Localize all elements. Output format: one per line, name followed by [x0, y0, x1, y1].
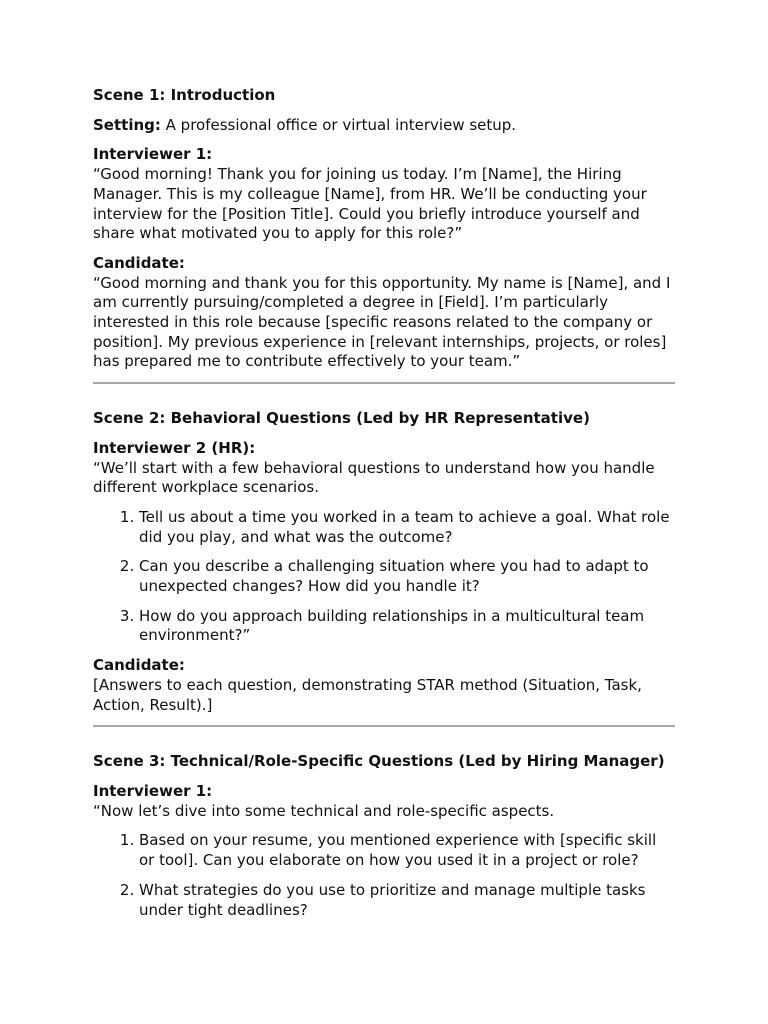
scene-1-title: Scene 1: Introduction: [93, 86, 276, 104]
scene-2-title: Scene 2: Behavioral Questions (Led by HR Representative): [93, 409, 590, 428]
list-item: 3. How do you approach building relationships in a multicultural team environment?”: [139, 607, 675, 646]
document-page: [93, 86, 675, 930]
list-item: 2. What strategies do you use to prioritize and manage multiple tasks under tight deadlines?: [139, 881, 675, 920]
scene-2-interviewer-block: [93, 439, 675, 498]
behavioral-questions-list: [93, 508, 675, 646]
scene-1-candidate-block: [93, 254, 675, 372]
technical-questions-list: [93, 831, 675, 920]
scene-3-title: Scene 3: Technical/Role-Specific Questions (Led by Hiring Manager): [93, 752, 665, 771]
candidate-text: [Answers to each question, demonstrating STAR method (Situation, Task, Action, Result).]: [93, 675, 642, 714]
list-item: 1. Based on your resume, you mentioned experience with [specific skill or tool]. Can you elaborate on how you used it in a project or role?: [139, 831, 675, 870]
interviewer-1-text: “Now let’s dive into some technical and role-specific aspects.: [93, 801, 555, 820]
scene-2-candidate-block: [93, 656, 675, 715]
setting-text: A professional office or virtual interview setup.: [160, 115, 517, 134]
interviewer-1-text: “Good morning! Thank you for joining us today. I’m [Name], the Hiring Manager. This is my colleague [Name], from HR. We’ll be conducting your interview for the [Position Title]. Could you briefly introduce yourself and share what motivated you to apply for this role?”: [93, 165, 647, 243]
interviewer-2-text: “We’ll start with a few behavioral questions to understand how you handle different workplace scenarios.: [93, 458, 655, 497]
setting-label: Setting:: [93, 115, 161, 134]
interviewer-1-label: Interviewer 1:: [93, 145, 213, 164]
scene-1-interviewer-block: [93, 145, 675, 244]
scene-3-interviewer-block: [93, 782, 675, 821]
interviewer-1-label: Interviewer 1:: [93, 781, 213, 800]
section-divider: [93, 382, 675, 384]
list-item: 1. Tell us about a time you worked in a team to achieve a goal. What role did you play, and what was the outcome?: [139, 508, 675, 547]
candidate-label: Candidate:: [93, 656, 185, 675]
candidate-label: Candidate:: [93, 253, 185, 272]
interviewer-2-label: Interviewer 2 (HR):: [93, 438, 256, 457]
candidate-text: “Good morning and thank you for this opportunity. My name is [Name], and I am currently pursuing/completed a degree in [Field]. I’m particularly interested in this role because [specific reasons related to the company or position]. My previous experience in [relevant internships, projects, or roles] has prepared me to contribute effectively to your team.”: [93, 273, 671, 371]
scene-1-setting: [93, 116, 675, 136]
section-divider: [93, 725, 675, 727]
list-item: 2. Can you describe a challenging situation where you had to adapt to unexpected changes? How did you handle it?: [139, 557, 675, 596]
